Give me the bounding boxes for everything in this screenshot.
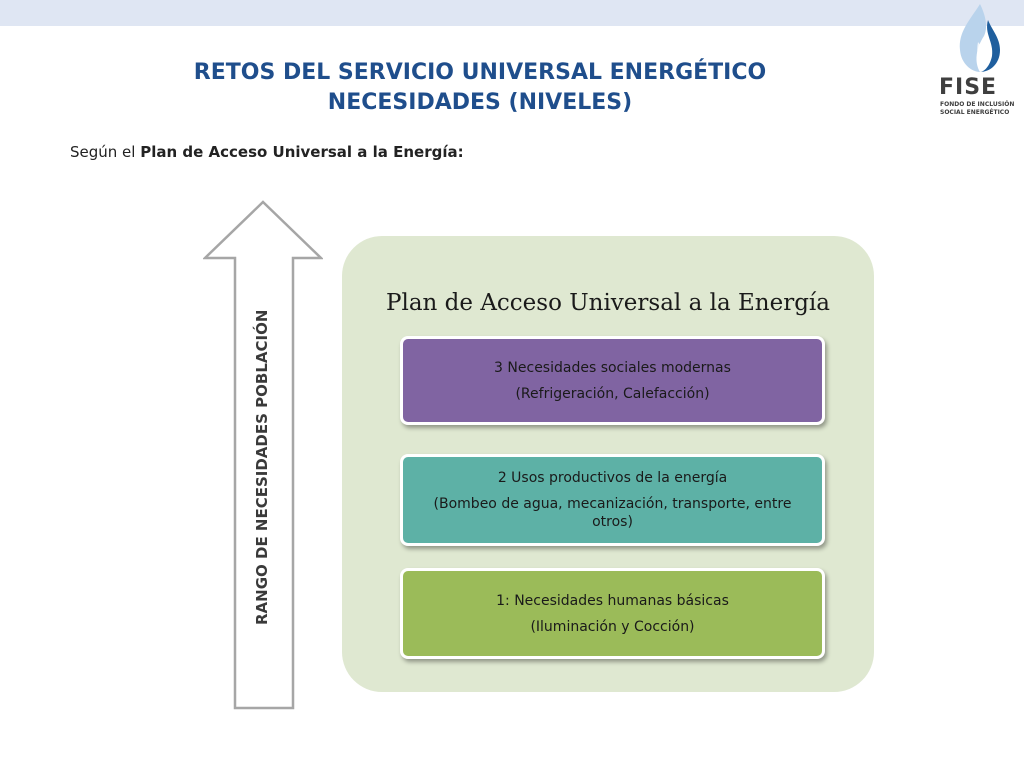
level-2-title: 2 Usos productivos de la energía: [497, 470, 728, 486]
logo-tagline-2: SOCIAL ENERGÉTICO: [940, 109, 1010, 116]
intro-bold: Plan de Acceso Universal a la Energía:: [140, 143, 464, 161]
level-2-box: [400, 454, 825, 546]
page-title: [150, 58, 810, 118]
level-1-box: [400, 568, 825, 659]
flame-icon: [932, 2, 1022, 77]
level-2-detail: (Bombeo de agua, mecanización, transporte, entre otros): [433, 496, 792, 530]
logo-name: FISE: [939, 75, 998, 100]
plan-title: Plan de Acceso Universal a la Energía: [386, 290, 830, 316]
intro-text: [70, 143, 464, 161]
title-line-1: RETOS DEL SERVICIO UNIVERSAL ENERGÉTICO: [193, 60, 767, 85]
plan-panel: [342, 236, 874, 692]
intro-prefix: Según el: [70, 143, 141, 161]
level-3-box: [400, 336, 825, 425]
level-1-detail: (Iluminación y Cocción): [530, 618, 695, 635]
level-3-detail: (Refrigeración, Calefacción): [515, 385, 710, 402]
title-line-2: NECESIDADES (NIVELES): [327, 90, 633, 115]
logo-tagline-1: FONDO DE INCLUSIÓN: [940, 101, 1015, 108]
fise-logo: [932, 2, 1022, 122]
arrow-label: RANGO DE NECESIDADES POBLACIÓN: [253, 309, 271, 625]
level-3-title: 3 Necesidades sociales modernas: [494, 359, 731, 376]
top-band: [0, 0, 1024, 26]
level-1-title: 1: Necesidades humanas básicas: [496, 592, 729, 609]
